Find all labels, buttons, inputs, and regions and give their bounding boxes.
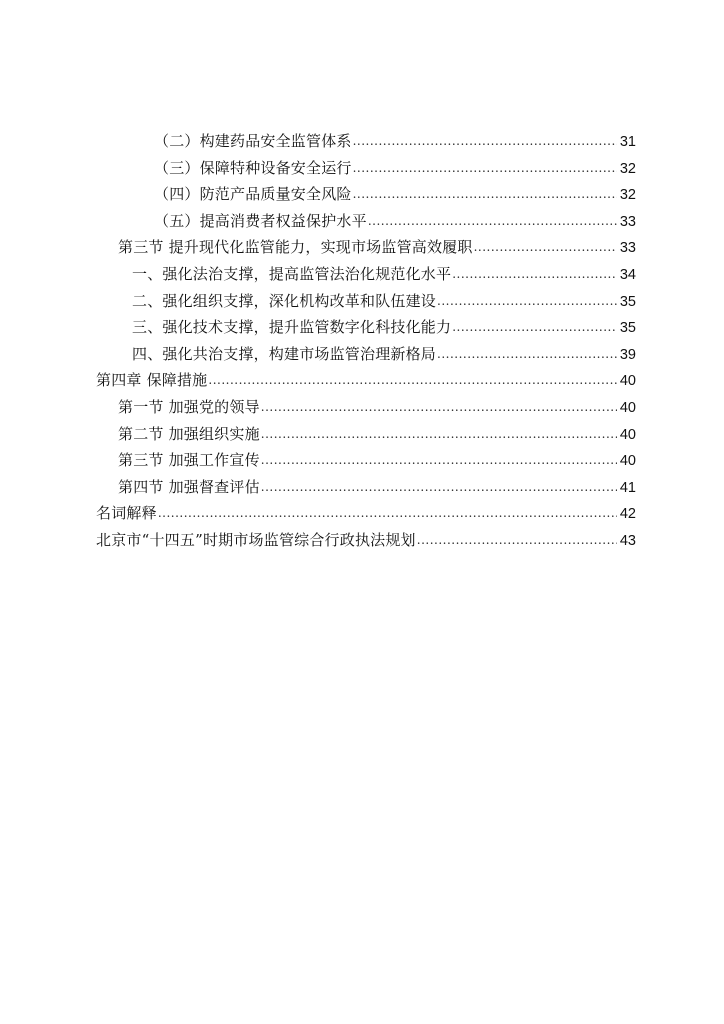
toc-entry-page: 42	[619, 506, 636, 523]
table-of-contents	[96, 128, 636, 554]
toc-entry[interactable]	[96, 314, 636, 341]
toc-entry-page: 33	[619, 240, 636, 257]
toc-entry-title: 第一节 加强党的领导	[118, 397, 260, 416]
toc-dot-leader	[474, 234, 617, 261]
toc-entry[interactable]	[96, 500, 636, 527]
toc-entry-page: 40	[619, 399, 636, 416]
toc-entry-title: 第三节 提升现代化监管能力，实现市场监管高效履职	[118, 238, 473, 257]
toc-entry-page: 40	[619, 426, 636, 443]
toc-dot-leader	[353, 181, 617, 208]
toc-dot-leader	[452, 314, 617, 341]
toc-dot-leader	[368, 208, 617, 235]
toc-entry-title: 一、强化法治支撑，提高监管法治化规范化水平	[132, 264, 452, 283]
toc-dot-leader	[261, 394, 617, 421]
toc-entry-page: 33	[619, 213, 636, 230]
toc-entry-title: 北京市“十四五”时期市场监管综合行政执法规划	[96, 530, 416, 549]
toc-entry-page: 39	[619, 346, 636, 363]
toc-entry-page: 41	[619, 479, 636, 496]
toc-entry[interactable]	[96, 128, 636, 155]
toc-entry-title: 四、强化共治支撑，构建市场监管治理新格局	[132, 344, 437, 363]
toc-entry[interactable]	[96, 527, 636, 554]
toc-entry-page: 43	[619, 532, 636, 549]
toc-entry-page: 35	[619, 320, 636, 337]
toc-entry-page: 32	[619, 187, 636, 204]
toc-entry[interactable]	[96, 447, 636, 474]
toc-dot-leader	[437, 341, 617, 368]
toc-dot-leader	[353, 155, 617, 182]
toc-dot-leader	[261, 421, 617, 448]
toc-dot-leader	[353, 128, 617, 155]
toc-entry-page: 35	[619, 293, 636, 310]
toc-dot-leader	[261, 447, 617, 474]
toc-dot-leader	[208, 367, 617, 394]
toc-entry[interactable]	[96, 155, 636, 182]
toc-entry[interactable]	[96, 261, 636, 288]
toc-dot-leader	[158, 500, 617, 527]
toc-entry-page: 40	[619, 373, 636, 390]
toc-entry-title: 第四节 加强督查评估	[118, 477, 260, 496]
toc-entry-title: （三）保障特种设备安全运行	[154, 158, 352, 177]
toc-entry-title: 第三节 加强工作宣传	[118, 451, 260, 470]
toc-entry[interactable]	[96, 474, 636, 501]
toc-dot-leader	[417, 527, 617, 554]
toc-entry[interactable]	[96, 234, 636, 261]
toc-entry-title: 第四章 保障措施	[96, 371, 208, 390]
toc-entry-title: （二）构建药品安全监管体系	[154, 132, 352, 150]
toc-entry-title: 二、强化组织支撑，深化机构改革和队伍建设	[132, 291, 437, 310]
toc-entry-title: 名词解释	[96, 504, 157, 523]
toc-entry[interactable]	[96, 208, 636, 235]
toc-entry[interactable]	[96, 367, 636, 394]
toc-entry[interactable]	[96, 394, 636, 421]
toc-entry[interactable]	[96, 181, 636, 208]
toc-entry-title: 第二节 加强组织实施	[118, 424, 260, 443]
toc-entry-title: 三、强化技术支撑，提升监管数字化科技化能力	[132, 318, 452, 337]
toc-entry-page: 31	[619, 134, 636, 150]
toc-entry-page: 40	[619, 453, 636, 470]
toc-entry[interactable]	[96, 288, 636, 315]
toc-entry-page: 32	[619, 160, 636, 177]
toc-dot-leader	[452, 261, 617, 288]
toc-entry-title: （四）防范产品质量安全风险	[154, 185, 352, 204]
toc-dot-leader	[261, 474, 617, 501]
toc-entry[interactable]	[96, 341, 636, 368]
toc-entry[interactable]	[96, 421, 636, 448]
toc-dot-leader	[437, 288, 617, 315]
toc-entry-title: （五）提高消费者权益保护水平	[154, 211, 367, 230]
toc-entry-page: 34	[619, 266, 636, 283]
